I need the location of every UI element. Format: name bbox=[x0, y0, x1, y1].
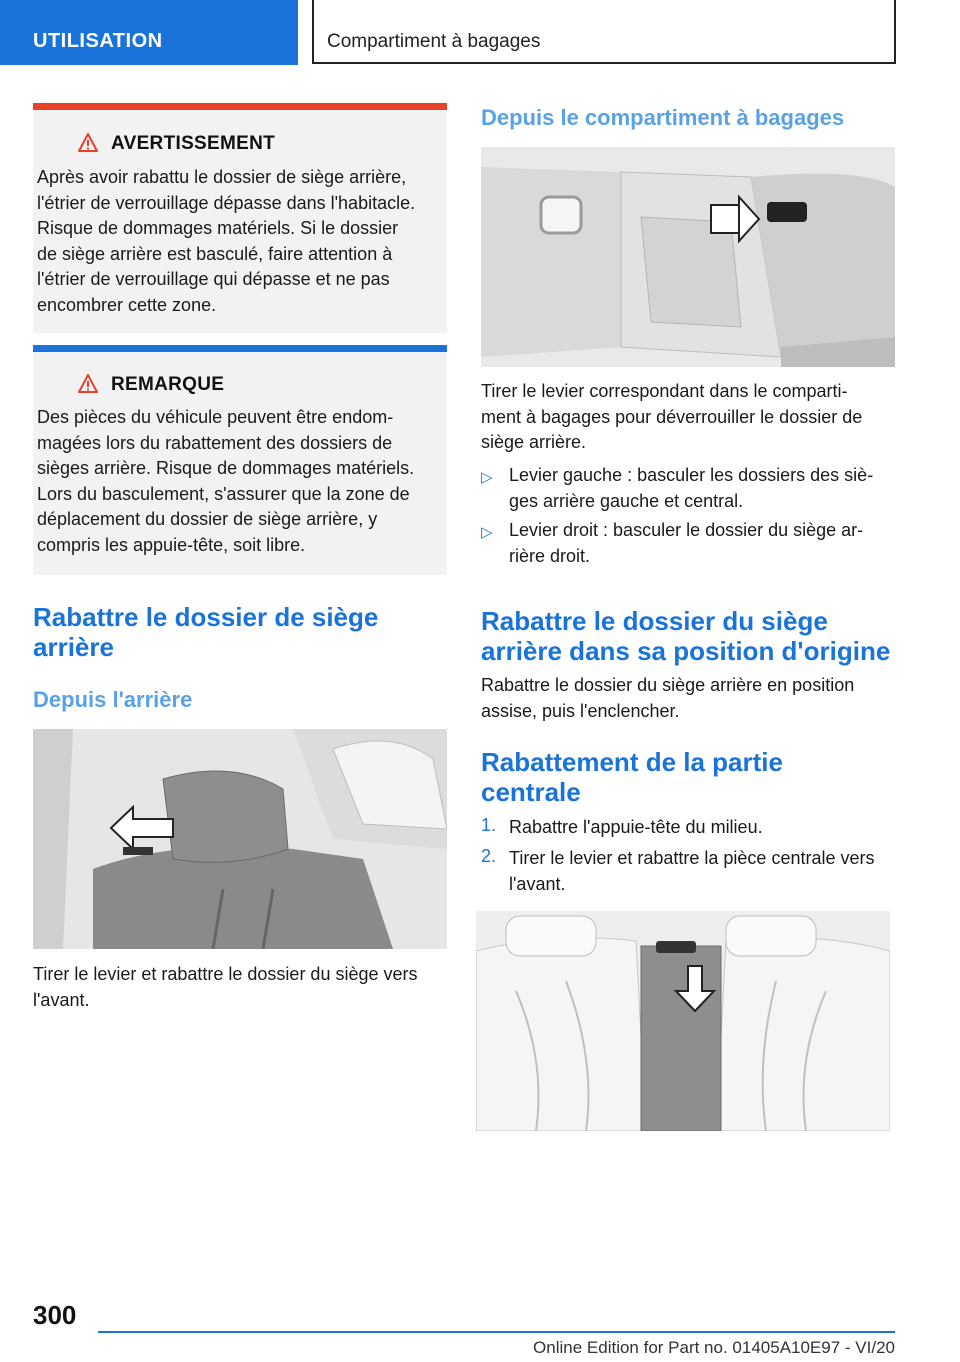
page-number: 300 bbox=[33, 1300, 77, 1330]
section-heading-center-part bbox=[481, 747, 895, 807]
warning-line: encombrer cette zone. bbox=[37, 294, 217, 315]
heading-line: arrière dans sa position d'origine bbox=[481, 636, 891, 666]
subheading-from-trunk: Depuis le compartiment à bagages bbox=[481, 105, 845, 130]
heading-line: Rabattre le dossier du siège bbox=[481, 606, 828, 636]
section-heading-return-backrest bbox=[481, 606, 901, 666]
header-section-tab: UTILISATION bbox=[0, 0, 298, 65]
warning-line: l'étrier de verrouillage dépasse dans l'habitacle. bbox=[37, 192, 416, 213]
bullet-item bbox=[509, 518, 899, 569]
caption-line: l'avant. bbox=[33, 989, 90, 1010]
heading-line: centrale bbox=[481, 777, 581, 807]
return-text bbox=[481, 673, 895, 724]
warning-triangle-icon bbox=[78, 374, 98, 394]
left-caption bbox=[33, 962, 447, 1013]
warning-line: Après avoir rabattu le dossier de siège arrière, bbox=[37, 167, 407, 187]
step-line: Rabattre l'appuie-tête du milieu. bbox=[509, 817, 763, 837]
text-line: Rabattre le dossier du siège arrière en position bbox=[481, 675, 855, 695]
bullet-item bbox=[509, 463, 899, 514]
note-line: déplacement du dossier de siège arrière, y bbox=[37, 509, 378, 529]
heading-line: arrière bbox=[33, 632, 114, 662]
bullet-line: rière droit. bbox=[509, 545, 591, 566]
warning-title: AVERTISSEMENT bbox=[111, 133, 276, 154]
bullet-marker: ▷ bbox=[481, 524, 493, 541]
footer-edition: Online Edition for Part no. 01405A10E97 - VI/20 bbox=[533, 1338, 895, 1357]
note-bar bbox=[33, 345, 447, 352]
warning-text bbox=[37, 165, 442, 318]
step-line: l'avant. bbox=[509, 873, 566, 894]
figure-center-seat bbox=[476, 911, 890, 1131]
note-text bbox=[37, 405, 442, 558]
figure-rear-seat-lever bbox=[33, 729, 447, 949]
step-number: 2. bbox=[481, 846, 497, 866]
text-line: assise, puis l'enclencher. bbox=[481, 700, 680, 721]
note-line: compris les appuie-tête, soit libre. bbox=[37, 534, 306, 555]
warning-bar bbox=[33, 103, 447, 110]
intro-line: ment à bagages pour déverrouiller le dossier de bbox=[481, 406, 863, 427]
heading-line: Rabattement de la partie bbox=[481, 747, 783, 777]
intro-line: Tirer le levier correspondant dans le comparti- bbox=[481, 381, 848, 401]
note-line: Lors du basculement, s'assurer que la zone de bbox=[37, 483, 410, 504]
section-heading-fold-backrest bbox=[33, 602, 447, 662]
note-line: Des pièces du véhicule peuvent être endom- bbox=[37, 407, 394, 427]
warning-triangle-icon bbox=[78, 133, 98, 153]
bullet-line: Levier droit : basculer le dossier du siège ar- bbox=[509, 520, 864, 540]
footer-divider bbox=[98, 1331, 895, 1333]
warning-line: l'étrier de verrouillage qui dépasse et ne pas bbox=[37, 269, 390, 289]
warning-line: de siège arrière est basculé, faire attention à bbox=[37, 243, 393, 264]
header-chapter-title: Compartiment à bagages bbox=[312, 0, 896, 64]
bullet-line: Levier gauche : basculer les dossiers des siè- bbox=[509, 465, 874, 485]
step-item bbox=[509, 846, 899, 897]
note-line: magées lors du rabattement des dossiers de bbox=[37, 432, 393, 453]
warning-line: Risque de dommages matériels. Si le dossier bbox=[37, 218, 399, 238]
note-title: REMARQUE bbox=[111, 374, 225, 395]
bullet-line: ges arrière gauche et central. bbox=[509, 490, 744, 511]
intro-line: siège arrière. bbox=[481, 432, 587, 452]
step-number: 1. bbox=[481, 815, 497, 835]
caption-line: Tirer le levier et rabattre le dossier du siège vers bbox=[33, 964, 418, 984]
heading-line: Rabattre le dossier de siège bbox=[33, 602, 379, 632]
figure-trunk-lever bbox=[481, 147, 895, 367]
note-line: sièges arrière. Risque de dommages matériels. bbox=[37, 458, 415, 478]
subheading-from-rear: Depuis l'arrière bbox=[33, 687, 193, 712]
trunk-intro bbox=[481, 379, 895, 456]
step-line: Tirer le levier et rabattre la pièce centrale vers bbox=[509, 848, 875, 868]
bullet-marker: ▷ bbox=[481, 469, 493, 486]
step-item bbox=[509, 815, 899, 841]
